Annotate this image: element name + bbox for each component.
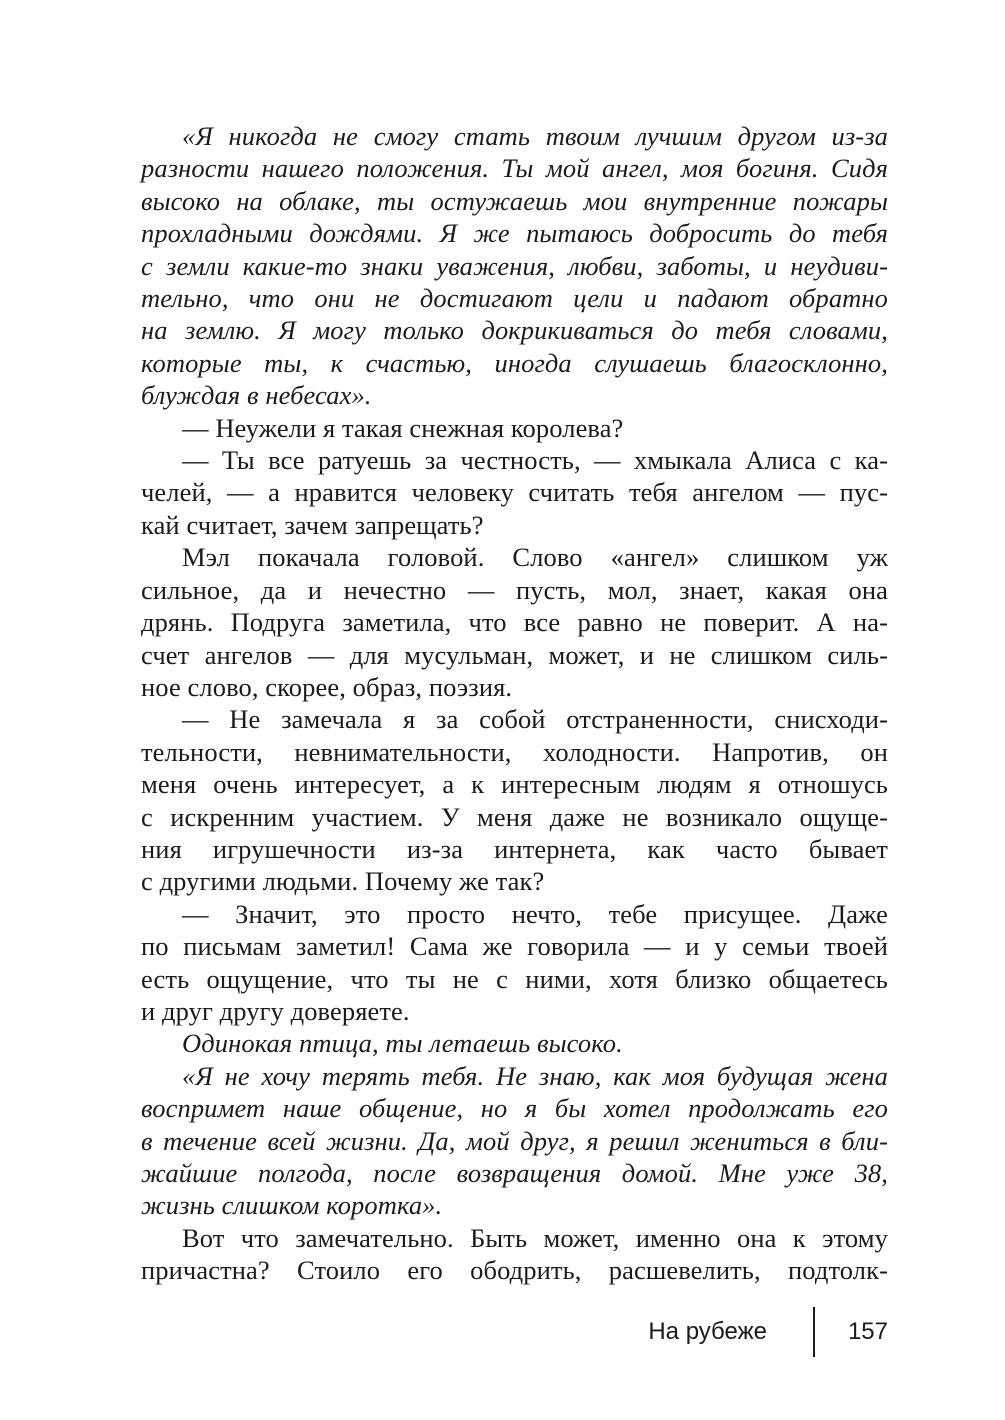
- text-line: тельности, невнимательности, холодности. Напротив, он: [141, 736, 888, 767]
- footer-divider: [813, 1307, 815, 1357]
- paragraph: [141, 412, 888, 444]
- paragraph: [141, 444, 888, 541]
- text-line: и друг другу доверяете.: [141, 995, 410, 1026]
- text-line: сильное, да и нечестно — пусть, мол, знает, какая она: [141, 574, 888, 605]
- text-line: на землю. Я могу только докрикиваться до тебя словами,: [141, 315, 888, 346]
- text-line: причастна? Стоило его ободрить, расшевелить, подтолк-: [141, 1255, 888, 1286]
- paragraph: [141, 703, 888, 897]
- text-line: Одинокая птица, ты летаешь высоко.: [182, 1028, 623, 1059]
- text-line: — Не замечала я за собой отстраненности, снисходи-: [182, 704, 888, 735]
- text-line: ния игрушечности из-за интернета, как часто бывает: [141, 833, 888, 864]
- paragraph: [141, 541, 888, 703]
- paragraph: [141, 1027, 888, 1059]
- text-line: по письмам заметил! Сама же говорила — и у семьи твоей: [141, 931, 888, 962]
- text-line: — Ты все ратуешь за честность, — хмыкала Алиса с ка-: [182, 445, 888, 476]
- text-line: Мэл покачала головой. Слово «ангел» слишком уж: [182, 542, 888, 573]
- text-line: дрянь. Подруга заметила, что все равно не поверит. А на-: [141, 607, 888, 638]
- text-line: с земли какие-то знаки уважения, любви, заботы, и неудиви-: [141, 250, 888, 281]
- paragraph: [141, 1222, 888, 1287]
- page-footer: [141, 1306, 888, 1358]
- paragraph: [141, 1060, 888, 1222]
- text-line: которые ты, к счастью, иногда слушаешь благосклонно,: [141, 347, 888, 378]
- page-number: 157: [847, 1318, 888, 1345]
- text-line: с искренним участием. У меня даже не возникало ощуще-: [141, 801, 888, 832]
- text-line: меня очень интересует, а к интересным людям я отношусь: [141, 769, 888, 800]
- text-line: ное слово, скорее, образ, поэзия.: [141, 671, 513, 702]
- text-line: высоко на облаке, ты остужаешь мои внутренние пожары: [141, 185, 888, 216]
- text-line: есть ощущение, что ты не с ними, хотя близко общаетесь: [141, 963, 888, 994]
- page-text: [141, 120, 888, 1287]
- text-line: воспримет наше общение, но я бы хотел продолжать его: [141, 1093, 888, 1124]
- text-line: в течение всей жизни. Да, мой друг, я решил жениться в бли-: [141, 1125, 888, 1156]
- running-title: На рубеже: [648, 1318, 767, 1345]
- text-line: «Я не хочу терять тебя. Не знаю, как моя будущая жена: [182, 1060, 888, 1091]
- text-line: жизнь слишком коротка».: [141, 1190, 443, 1221]
- text-line: жайшие полгода, после возвращения домой. Мне уже 38,: [141, 1158, 888, 1188]
- text-line: — Значит, это просто нечто, тебе присущее. Даже: [182, 898, 888, 929]
- paragraph: [141, 120, 888, 412]
- text-line: кай считает, зачем запрещать?: [141, 509, 484, 540]
- text-line: с другими людьми. Почему же так?: [141, 866, 545, 897]
- text-line: блуждая в небесах».: [141, 380, 372, 411]
- text-line: разности нашего положения. Ты мой ангел, моя богиня. Сидя: [141, 153, 888, 184]
- text-line: — Неужели я такая снежная королева?: [182, 412, 624, 443]
- text-line: тельно, что они не достигают цели и падают обратно: [141, 283, 888, 314]
- text-line: Вот что замечательно. Быть может, именно она к этому: [182, 1222, 888, 1253]
- text-line: прохладными дождями. Я же пытаюсь добросить до тебя: [141, 218, 888, 249]
- text-line: «Я никогда не смогу стать твоим лучшим другом из-за: [182, 121, 888, 151]
- text-line: челей, — а нравится человеку считать тебя ангелом — пус-: [141, 477, 888, 508]
- text-line: счет ангелов — для мусульман, может, и не слишком силь-: [141, 639, 888, 670]
- paragraph: [141, 898, 888, 1028]
